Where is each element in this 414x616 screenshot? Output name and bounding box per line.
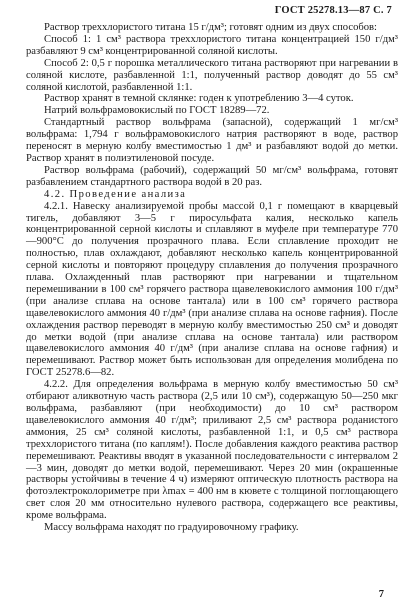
paragraph-method-2: Способ 2: 0,5 г порошка металлического титана растворяют при нагревании в соляной кислоте, разбавленной 1:1, полученный раствор доводят до 55 см³ соляной кислотой, разбавленной 1:1. [26, 57, 398, 93]
paragraph-4-2-1: 4.2.1. Навеску анализируемой пробы массой 0,1 г помещают в кварцевый тигель, добавляют 3—5 г пиросульфата калия, несколько капель концентрированной серной кислоты и сплавляют в муфеле при температуре 770—900°С до получения прозрачного плава. Если сплавление проходит не полностью, плав охлаждают, добавляют несколько капель концентрированной серной кислоты и повторяют процедуру сплавления до получения прозрачного плава. Охлажденный плав растворяют при нагревании и тщательном перемешивании в 100 см³ горячего раствора щавелевокислого аммония 100 г/дм³ (при анализе сплава на основе тантала) или в 100 см³ горячего раствора щавелевокислого аммония 40 г/дм³ (при анализе сплава на основе гафния). После охлаждения раствор переводят в мерную колбу вместимостью 250 см³ и доводят до метки водой (при анализе сплава на основе тантала) или раствором щавелевокислого аммония 40 г/дм³ (при анализе сплава на основе гафния) и перемешивают. Раствор может быть использован для определения молибдена по ГОСТ 25278.6—82. [26, 200, 398, 379]
paragraph-reagent-ticl3: Раствор треххлористого титана 15 г/дм³; готовят одним из двух способов: [44, 22, 377, 33]
paragraph-storage: Раствор хранят в темной склянке: годен к употреблению 3—4 суток. [44, 93, 354, 105]
page-body [26, 22, 398, 534]
paragraph-working-solution: Раствор вольфрама (рабочий), содержащий 50 мг/см³ вольфрама, готовят разбавлением стандартного раствора водой в 20 раз. [26, 164, 398, 188]
page-header: ГОСТ 25278.13—87 С. 7 [274, 5, 392, 16]
paragraph-method-1: Способ 1: 1 см³ раствора треххлористого титана концентрацией 150 г/дм³ разбавляют 9 см³ концентрированной соляной кислоты. [26, 33, 398, 57]
paragraph-calibration: Массу вольфрама находят по градуировочному графику. [44, 522, 299, 534]
paragraph-standard-solution: Стандартный раствор вольфрама (запасной), содержащий 1 мг/см³ вольфрама: 1,794 г вольфрамовокислого натрия растворяют в воде, раствор переносят в мерную колбу вместимостью 1 дм³ и разбавляют водой до метки. Раствор хранят в полиэтиленовой посуде. [26, 117, 398, 164]
section-heading: 4.2. Проведение анализа [44, 188, 187, 200]
page-number: 7 [378, 589, 384, 600]
paragraph-sodium-tungstate: Натрий вольфрамовокислый по ГОСТ 18289—72. [44, 105, 270, 117]
paragraph-4-2-2: 4.2.2. Для определения вольфрама в мерную колбу вместимостью 50 см³ отбирают аликвотную часть раствора (2,5 или 10 см³), содержащую 50—250 мкг вольфрама, разбавляют (при необходимости) до 10 см³ раствором щавелевокислого аммония 40 г/дм³; приливают 2,5 см³ раствора роданистого аммония, 25 см³ соляной кислоты, разбавленной 1:1, и 0,5 см³ раствора треххлористого титана (по каплям!). После добавления каждого реактива раствор перемешивают. Реактивы вводят в указанной последовательности с интервалом 2—3 мин, доводят до метки водой, перемешивают. Через 20 мин (окрашенные растворы устойчивы в течение 4 ч) измеряют оптическую плотность раствора на фотоэлектроколориметре при λmax = 400 нм в кювете с толщиной поглощающего свет слоя 20 мм относительно нулевого раствора, содержащего все реактивы, кроме вольфрама. [26, 379, 398, 522]
